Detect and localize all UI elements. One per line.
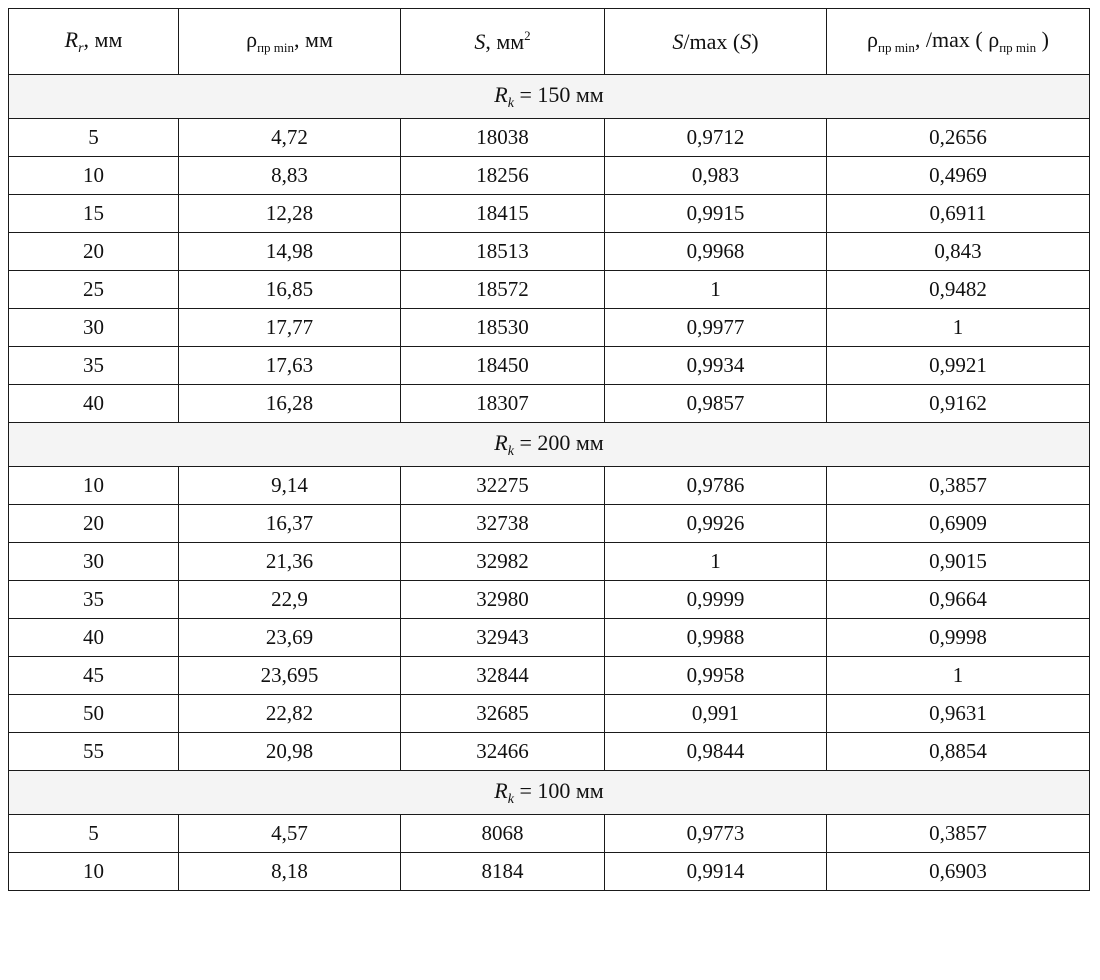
- radius-cell: 20: [9, 505, 179, 543]
- rho-min-cell: 12,28: [179, 195, 401, 233]
- table-row: [9, 271, 1090, 309]
- area-cell: 18530: [401, 309, 605, 347]
- rho-min-cell: 20,98: [179, 733, 401, 771]
- header-rho-min: $\rho_{пр min}$, мм: [179, 9, 401, 75]
- rho-min-cell: 17,77: [179, 309, 401, 347]
- area-ratio-cell: 0,9915: [605, 195, 827, 233]
- area-ratio-cell: 0,9977: [605, 309, 827, 347]
- rho-ratio-cell: 0,9482: [827, 271, 1090, 309]
- rho-ratio-cell: 0,8854: [827, 733, 1090, 771]
- area-ratio-cell: 0,9968: [605, 233, 827, 271]
- radius-cell: 25: [9, 271, 179, 309]
- rho-min-cell: 16,37: [179, 505, 401, 543]
- table-row: [9, 347, 1090, 385]
- radius-cell: 10: [9, 853, 179, 891]
- area-ratio-cell: 0,9926: [605, 505, 827, 543]
- rho-min-cell: 4,72: [179, 119, 401, 157]
- section-header-row: [9, 771, 1090, 815]
- area-cell: 32982: [401, 543, 605, 581]
- rho-min-cell: 8,18: [179, 853, 401, 891]
- header-area: S, $мм^2$: [401, 9, 605, 75]
- area-cell: 18256: [401, 157, 605, 195]
- area-ratio-cell: 0,9786: [605, 467, 827, 505]
- table-row: [9, 695, 1090, 733]
- header-rho-ratio: $\rho_{пр min}$, /max ( $\rho_{пр min}$ ): [827, 9, 1090, 75]
- radius-cell: 20: [9, 233, 179, 271]
- area-ratio-cell: 1: [605, 543, 827, 581]
- area-ratio-cell: 0,9914: [605, 853, 827, 891]
- table-row: [9, 505, 1090, 543]
- rho-min-cell: 9,14: [179, 467, 401, 505]
- section-header-row: [9, 75, 1090, 119]
- area-ratio-cell: 0,9934: [605, 347, 827, 385]
- section-header-row: [9, 423, 1090, 467]
- radius-cell: 10: [9, 157, 179, 195]
- header-radius: $R_r$, мм: [9, 9, 179, 75]
- rho-ratio-cell: 0,6903: [827, 853, 1090, 891]
- table-body: [9, 75, 1090, 891]
- rho-ratio-cell: 0,4969: [827, 157, 1090, 195]
- rho-ratio-cell: 0,6911: [827, 195, 1090, 233]
- radius-cell: 40: [9, 619, 179, 657]
- radius-cell: 50: [9, 695, 179, 733]
- rho-ratio-cell: 0,9162: [827, 385, 1090, 423]
- radius-cell: 30: [9, 543, 179, 581]
- table-row: [9, 657, 1090, 695]
- rho-ratio-cell: 0,6909: [827, 505, 1090, 543]
- table-row: [9, 467, 1090, 505]
- table-row: [9, 309, 1090, 347]
- area-cell: 32943: [401, 619, 605, 657]
- table-row: [9, 385, 1090, 423]
- rho-ratio-cell: 0,843: [827, 233, 1090, 271]
- rho-ratio-cell: 0,9015: [827, 543, 1090, 581]
- area-ratio-cell: 1: [605, 271, 827, 309]
- table-row: [9, 733, 1090, 771]
- area-ratio-cell: 0,9988: [605, 619, 827, 657]
- rho-min-cell: 14,98: [179, 233, 401, 271]
- rho-min-cell: 21,36: [179, 543, 401, 581]
- rho-ratio-cell: 0,9998: [827, 619, 1090, 657]
- area-ratio-cell: 0,983: [605, 157, 827, 195]
- area-ratio-cell: 0,991: [605, 695, 827, 733]
- area-cell: 32466: [401, 733, 605, 771]
- table-row: [9, 853, 1090, 891]
- area-cell: 18513: [401, 233, 605, 271]
- area-cell: 32980: [401, 581, 605, 619]
- rho-ratio-cell: 0,3857: [827, 815, 1090, 853]
- table-row: [9, 581, 1090, 619]
- area-cell: 32685: [401, 695, 605, 733]
- area-ratio-cell: 0,9958: [605, 657, 827, 695]
- area-ratio-cell: 0,9999: [605, 581, 827, 619]
- table-row: [9, 233, 1090, 271]
- rho-min-cell: 23,69: [179, 619, 401, 657]
- rho-min-cell: 22,9: [179, 581, 401, 619]
- rho-min-cell: 22,82: [179, 695, 401, 733]
- rho-ratio-cell: 0,9631: [827, 695, 1090, 733]
- section-label: $R_k = 100$ мм: [9, 771, 1090, 815]
- radius-cell: 55: [9, 733, 179, 771]
- header-row: [9, 9, 1090, 75]
- table-row: [9, 815, 1090, 853]
- rho-min-cell: 16,85: [179, 271, 401, 309]
- section-label: $R_k = 150$ мм: [9, 75, 1090, 119]
- radius-cell: 35: [9, 347, 179, 385]
- header-area-ratio: S/max (S): [605, 9, 827, 75]
- area-ratio-cell: 0,9712: [605, 119, 827, 157]
- section-label: $R_k = 200$ мм: [9, 423, 1090, 467]
- area-ratio-cell: 0,9844: [605, 733, 827, 771]
- area-cell: 18415: [401, 195, 605, 233]
- table-row: [9, 157, 1090, 195]
- rho-ratio-cell: 0,9921: [827, 347, 1090, 385]
- rho-min-cell: 8,83: [179, 157, 401, 195]
- area-cell: 32844: [401, 657, 605, 695]
- table-row: [9, 119, 1090, 157]
- area-ratio-cell: 0,9857: [605, 385, 827, 423]
- rho-min-cell: 16,28: [179, 385, 401, 423]
- rho-ratio-cell: 0,2656: [827, 119, 1090, 157]
- area-cell: 32738: [401, 505, 605, 543]
- rho-min-cell: 17,63: [179, 347, 401, 385]
- rho-min-cell: 4,57: [179, 815, 401, 853]
- radius-cell: 5: [9, 815, 179, 853]
- rho-ratio-cell: 1: [827, 657, 1090, 695]
- radius-cell: 35: [9, 581, 179, 619]
- radius-cell: 45: [9, 657, 179, 695]
- table-row: [9, 619, 1090, 657]
- results-table: [8, 8, 1090, 891]
- table-row: [9, 195, 1090, 233]
- area-cell: 18450: [401, 347, 605, 385]
- rho-ratio-cell: 0,3857: [827, 467, 1090, 505]
- radius-cell: 5: [9, 119, 179, 157]
- area-ratio-cell: 0,9773: [605, 815, 827, 853]
- radius-cell: 30: [9, 309, 179, 347]
- rho-ratio-cell: 0,9664: [827, 581, 1090, 619]
- area-cell: 32275: [401, 467, 605, 505]
- rho-ratio-cell: 1: [827, 309, 1090, 347]
- area-cell: 8068: [401, 815, 605, 853]
- area-cell: 18307: [401, 385, 605, 423]
- table-row: [9, 543, 1090, 581]
- rho-min-cell: 23,695: [179, 657, 401, 695]
- area-cell: 18038: [401, 119, 605, 157]
- radius-cell: 15: [9, 195, 179, 233]
- radius-cell: 40: [9, 385, 179, 423]
- area-cell: 8184: [401, 853, 605, 891]
- area-cell: 18572: [401, 271, 605, 309]
- radius-cell: 10: [9, 467, 179, 505]
